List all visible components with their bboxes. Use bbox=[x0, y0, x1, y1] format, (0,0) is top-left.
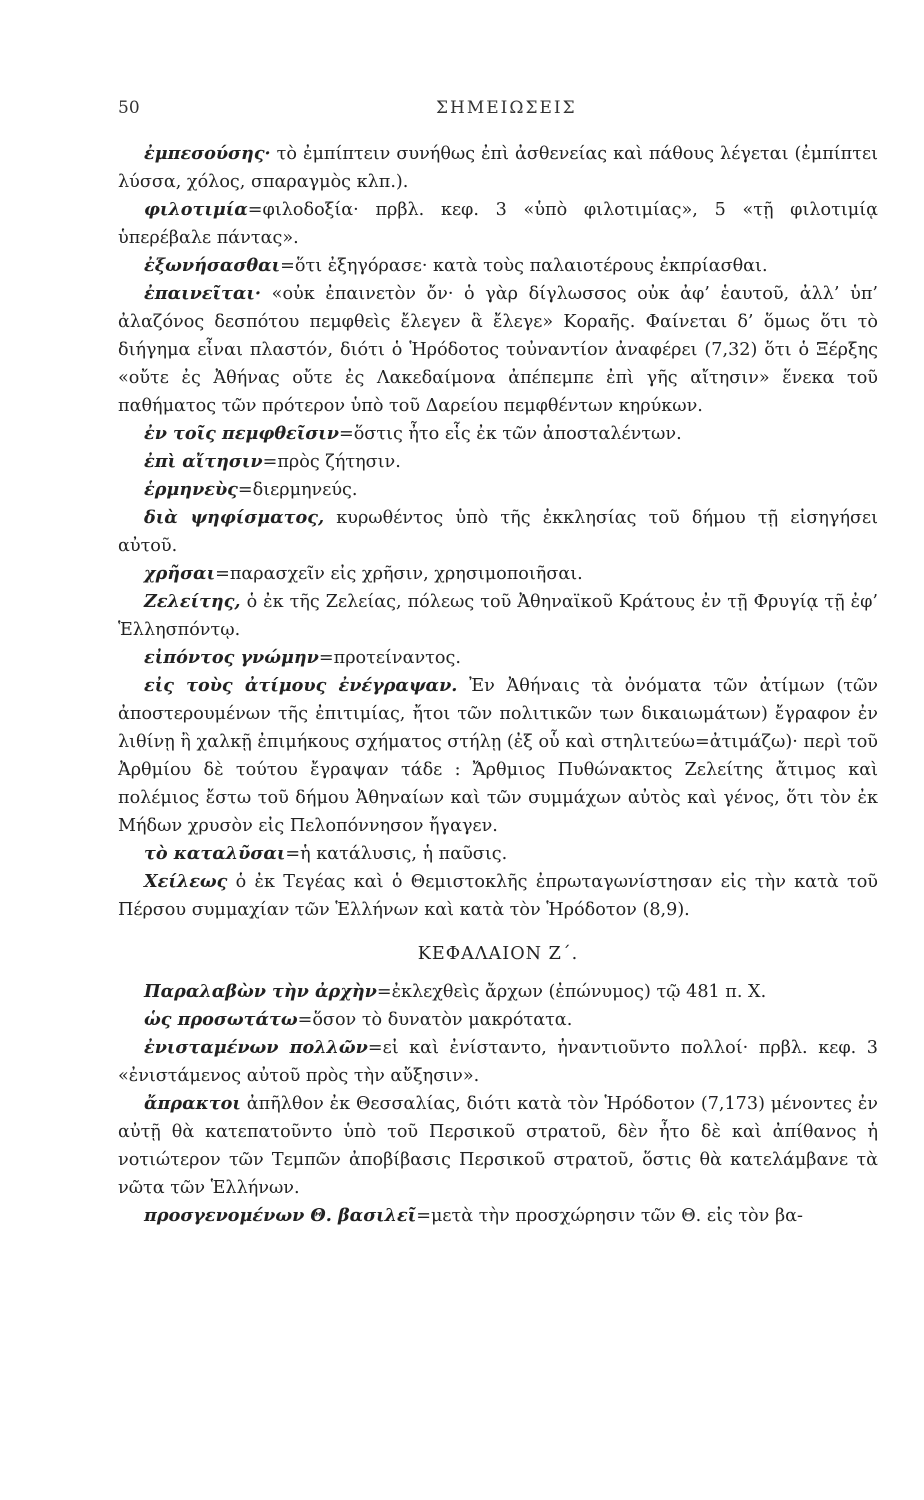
note-term: τὸ καταλῦσαι bbox=[144, 843, 286, 864]
note-term: προσγενομένων Θ. βασιλεῖ bbox=[144, 1205, 417, 1226]
note-entry bbox=[118, 1202, 878, 1230]
entries-after bbox=[118, 978, 878, 1230]
note-text: =ὅτι ἐξηγόρασε· κατὰ τοὺς παλαιοτέρους ἐκπρίασθαι. bbox=[280, 256, 768, 276]
note-term: ὡς προσωτάτω bbox=[144, 1009, 298, 1030]
note-entry bbox=[118, 978, 878, 1006]
running-title: ΣΗΜΕΙΩΣΕΙΣ bbox=[436, 98, 577, 118]
note-text: ὁ ἐκ τῆς Ζελείας, πόλεως τοῦ Ἀθηναϊκοῦ Κράτους ἐν τῇ Φρυγίᾳ τῇ ἐφ’ Ἑλλησπόντῳ. bbox=[118, 592, 878, 640]
note-term: ἑρμηνεὺς bbox=[144, 479, 238, 500]
note-text: =εἰ καὶ ἐνίσταντο, ἠναντιοῦντο πολλοί· πρβλ. κεφ. 3 «ἐνιστάμενος αὐτοῦ πρὸς τὴν αὔξησιν». bbox=[118, 1038, 879, 1086]
note-text: =ὅσον τὸ δυνατὸν μακρότατα. bbox=[297, 1010, 573, 1030]
body-text bbox=[118, 140, 878, 1230]
note-entry bbox=[118, 280, 878, 420]
note-text: Ἐν Ἀθήναις τὰ ὀνόματα τῶν ἀτίμων (τῶν ἀποστερουμένων τῆς ἐπιτιμίας, ἤτοι τῶν πολιτικῶν των δικαιωμάτων) ἔγραφον ἐν λιθίνῃ ἢ χαλκῇ ἐπιμήκους σχήματος στήλῃ (ἐξ οὗ καὶ στηλιτεύω=ἀτιμάζω)· περὶ τοῦ Ἀρθμίου δὲ τούτου ἔγραψαν τάδε : Ἄρθμιος Πυθώνακτος Ζελείτης ἄτιμος καὶ πολέμιος ἔστω τοῦ δήμου Ἀθηναίων καὶ τῶν συμμάχων αὐτὸς καὶ γένος, ὅτι τὸν ἐκ Μήδων χρυσὸν εἰς Πελοπόννησον ἤγαγεν. bbox=[118, 676, 878, 836]
note-term: φιλοτιμία bbox=[144, 199, 248, 220]
note-term: ἐπαινεῖται· bbox=[144, 283, 262, 304]
note-term: εἰπόντος γνώμην bbox=[144, 647, 319, 668]
note-term: ἄπρακτοι bbox=[144, 1093, 241, 1114]
note-entry bbox=[118, 1090, 878, 1202]
note-term: Ζελείτης, bbox=[144, 591, 241, 612]
note-entry bbox=[118, 560, 878, 588]
note-text: =προτείναντος. bbox=[318, 648, 461, 668]
note-text: κυρωθέντος ὑπὸ τῆς ἐκκλησίας τοῦ δήμου τῇ εἰσηγήσει αὐτοῦ. bbox=[118, 508, 879, 556]
note-text: =ὅστις ἦτο εἷς ἐκ τῶν ἀποσταλέντων. bbox=[338, 424, 682, 444]
note-entry bbox=[118, 672, 878, 840]
note-term: ἐνισταμένων πολλῶν bbox=[144, 1037, 368, 1058]
note-text: ὁ ἐκ Τεγέας καὶ ὁ Θεμιστοκλῆς ἐπρωταγωνίστησαν εἰς τὴν κατὰ τοῦ Πέρσου συμμαχίαν τῶν Ἑλλήνων καὶ κατὰ τὸν Ἡρόδοτον (8,9). bbox=[118, 872, 878, 920]
note-text: =ἐκλεχθεὶς ἄρχων (ἐπώνυμος) τῷ 481 π. Χ. bbox=[376, 982, 767, 1002]
note-entry bbox=[118, 448, 878, 476]
note-term: Χείλεως bbox=[144, 871, 228, 892]
note-text: ἀπῆλθον ἐκ Θεσσαλίας, διότι κατὰ τὸν Ἡρόδοτον (7,173) μένοντες ἐν αὐτῇ θὰ κατεπατοῦντο ὑπὸ τοῦ Περσικοῦ στρατοῦ, δὲν ἦτο δὲ καὶ ἀπίθανος ἡ νοτιώτερον τῶν Τεμπῶν ἀποβίβασις Περσικοῦ στρατοῦ, ὅστις θὰ κατελάμβανε τὰ νῶτα τῶν Ἑλλήνων. bbox=[118, 1094, 878, 1198]
note-term: διὰ ψηφίσματος, bbox=[144, 507, 325, 528]
note-entry bbox=[118, 252, 878, 280]
note-entry bbox=[118, 588, 878, 644]
note-entry bbox=[118, 504, 878, 560]
note-text: =μετὰ τὴν προσχώρησιν τῶν Θ. εἰς τὸν βα- bbox=[416, 1206, 803, 1226]
note-text: «οὐκ ἐπαινετὸν ὄν· ὁ γὰρ δίγλωσσος οὐκ ἀφ’ ἑαυτοῦ, ἀλλ’ ὑπ’ ἀλαζόνος δεσπότου πεμφθεὶς ἔλεγεν ἃ ἔλεγε» Κοραῆς. Φαίνεται δ’ ὅμως ὅτι τὸ διήγημα εἶναι πλαστόν, διότι ὁ Ἡρόδοτος τοὐναντίον ἀναφέρει (7,32) ὅτι ὁ Ξέρξης «οὔτε ἐς Ἀθήνας οὔτε ἐς Λακεδαίμονα ἀπέπεμπε ἐπὶ γῆς αἴτησιν» ἕνεκα τοῦ παθήματος τῶν πρότερον ὑπὸ τοῦ Δαρείου πεμφθέντων κηρύκων. bbox=[118, 284, 878, 416]
note-entry bbox=[118, 1006, 878, 1034]
note-term: ἐν τοῖς πεμφθεῖσιν bbox=[144, 423, 339, 444]
note-entry bbox=[118, 140, 878, 196]
note-entry bbox=[118, 840, 878, 868]
note-term: Παραλαβὼν τὴν ἀρχὴν bbox=[144, 981, 377, 1002]
note-term: ἐμπεσούσης· bbox=[144, 143, 271, 164]
note-text: =παρασχεῖν εἰς χρῆσιν, χρησιμοποιῆσαι. bbox=[215, 564, 583, 584]
note-text: =πρὸς ζήτησιν. bbox=[262, 452, 401, 472]
page-number: 50 bbox=[118, 98, 140, 118]
chapter-title: ΚΕΦΑΛΑΙΟΝ Ζ΄. bbox=[417, 944, 579, 964]
note-text: =διερμηνεύς. bbox=[237, 480, 358, 500]
note-entry bbox=[118, 476, 878, 504]
entries-before bbox=[118, 140, 878, 924]
note-text: τὸ ἐμπίπτειν συνήθως ἐπὶ ἀσθενείας καὶ πάθους λέγεται (ἐμπίπτει λύσσα, χόλος, σπαραγμὸς κλπ.). bbox=[118, 144, 878, 192]
page-header bbox=[118, 98, 818, 128]
note-text: =ἡ κατάλυσις, ἡ παῦσις. bbox=[285, 844, 508, 864]
note-term: ἐπὶ αἴτησιν bbox=[144, 451, 263, 472]
note-entry bbox=[118, 868, 878, 924]
note-term: ἐξωνήσασθαι bbox=[144, 255, 281, 276]
note-entry bbox=[118, 196, 878, 252]
note-entry bbox=[118, 1034, 878, 1090]
note-term: εἰς τοὺς ἀτίμους ἐνέγραψαν. bbox=[144, 675, 458, 696]
note-entry bbox=[118, 644, 878, 672]
note-text: =φιλοδοξία· πρβλ. κεφ. 3 «ὑπὸ φιλοτιμίας», 5 «τῇ φιλοτιμίᾳ ὑπερέβαλε πάντας». bbox=[118, 200, 878, 248]
note-entry bbox=[118, 420, 878, 448]
note-term: χρῆσαι bbox=[144, 563, 216, 584]
